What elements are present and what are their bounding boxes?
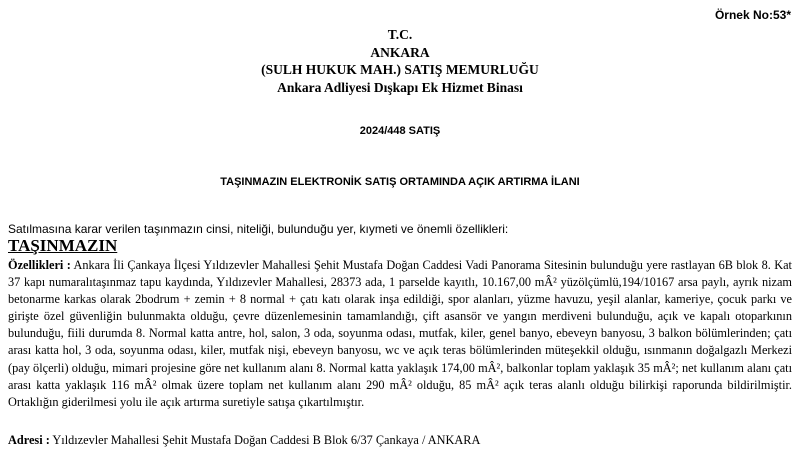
- intro-text: Satılmasına karar verilen taşınmazın cinsi, niteliği, bulunduğu yer, kıymeti ve önemli özellikleri:: [8, 222, 509, 236]
- section-title: TAŞINMAZIN: [8, 236, 118, 255]
- announcement-title: TAŞINMAZIN ELEKTRONİK SATIŞ ORTAMINDA AÇIK ARTIRMA İLANI: [220, 176, 580, 188]
- heading-line-office: (SULH HUKUK MAH.) SATIŞ MEMURLUĞU: [261, 62, 539, 77]
- heading-line-country: T.C.: [387, 27, 413, 42]
- features-paragraph: [8, 257, 792, 411]
- document-heading: [0, 26, 800, 96]
- address-label: Adresi :: [8, 433, 50, 447]
- features-label: Özellikleri :: [8, 258, 71, 272]
- heading-line-city: ANKARA: [370, 44, 430, 60]
- sample-number: Örnek No:53*: [714, 8, 791, 22]
- address-text: Yıldızevler Mahallesi Şehit Mustafa Doğan Caddesi B Blok 6/37 Çankaya / ANKARA: [52, 433, 481, 447]
- sale-number: 2024/448 SATIŞ: [359, 125, 441, 137]
- address-line: [8, 432, 480, 448]
- features-text: Ankara İli Çankaya İlçesi Yıldızevler Mahallesi Şehit Mustafa Doğan Caddesi Vadi Panorama Sitesinin bulunduğu yere rastlayan 6B blok 8. Kat 37 kapı numaralıtaşınmaz tapu kaydında, Yıldızevler Mahallesi, 28373 ada, 1 parselde kayıtlı, 10.167,00 mÂ² yüzölçümlü,194/10167 arsa paylı, ayrık nizam betonarme karkas olarak 2bodrum + zemin + 8 normal + çatı katı olarak inşa edildiği, spor alanları, yüzme havuzu, yeşil alanlar, kameriye, çocuk parkı ve girişte özel güvenliğin bulunmakta olduğu, çevre düzenlemesinin tamamlandığı, çift asansör ve yangın merdiveni bulunduğu, açık ve kapalı otoparkının bulunduğu, fiili durumda 8. Normal katta antre, hol, salon, 3 oda, soyunma odası, mutfak, kiler, genel banyo, ebeveyn banyosu, 3 balkon bölümlerinden; çatı arası katta hol, 3 oda, soyunma odası, kiler, mutfak nişi, ebeveyn banyosu, wc ve açık teras bölümlerinden müteşekkil olduğu, ısınmanın doğalgazlı Merkezi (pay ölçerli) olduğu, mimari projesine göre net kullanım alanı 8. Normal katta yaklaşık 174,00 mÂ², balkonlar toplam yaklaşık 35 mÂ²; net kullanım alanı çatı arası katta yaklaşık 116 mÂ² olmak üzere toplam net kullanım alanı 290 mÂ² olduğu, 85 mÂ² açık teras alanlı olduğu bilirkişi raporunda bildirilmiştir. Ortaklığın giderilmesi yolu ile açık artırma suretiyle satışa çıkartılmıştır.: [8, 258, 792, 409]
- heading-line-building: Ankara Adliyesi Dışkapı Ek Hizmet Binası: [277, 79, 523, 95]
